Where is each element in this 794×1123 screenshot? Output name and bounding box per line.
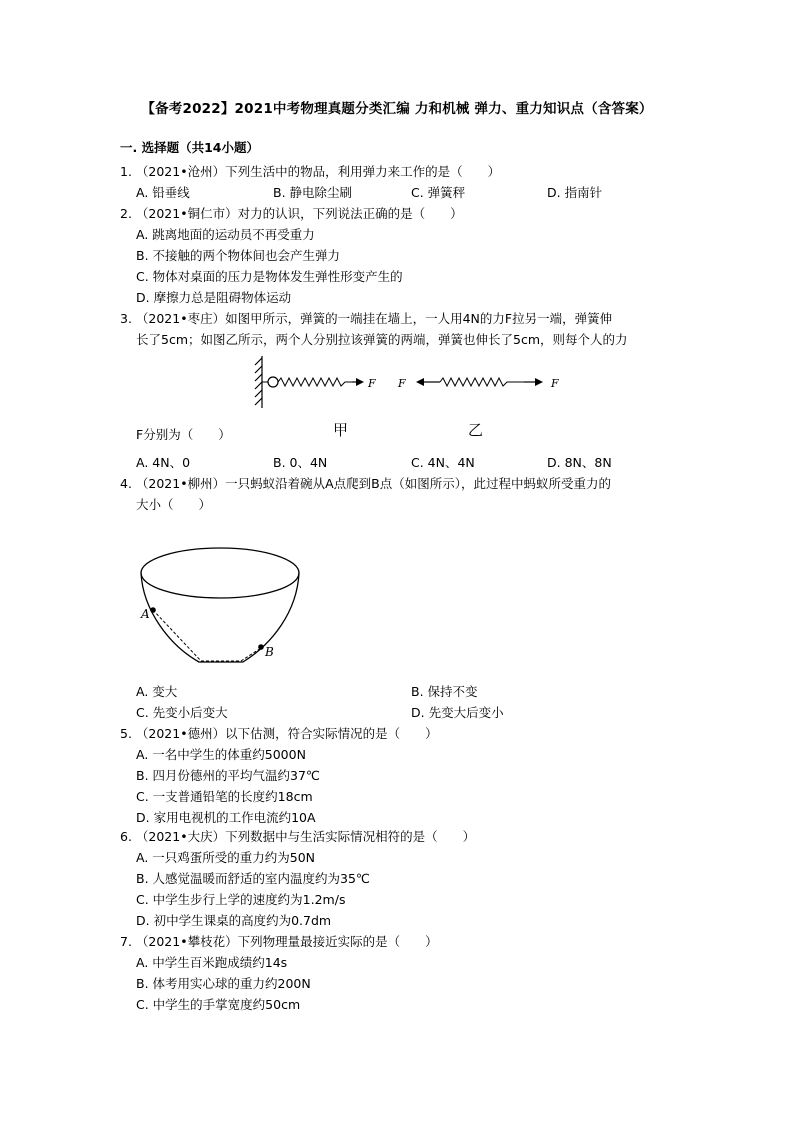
bowl-body <box>141 573 299 662</box>
bowl-rim <box>141 548 299 598</box>
question-4-stem-line-2: 大小（ ） <box>136 497 212 512</box>
q2-option-b: B. 不接触的两个物体间也会产生弹力 <box>136 248 341 263</box>
q3-option-a: A. 4N、0 <box>136 455 191 470</box>
question-7-stem: 7. （2021•攀枝花）下列物理量最接近实际的是（ ） <box>120 934 438 949</box>
q4-option-c: C. 先变小后变大 <box>136 705 228 720</box>
question-6-stem: 6. （2021•大庆）下列数据中与生活实际情况相符的是（ ） <box>120 829 476 844</box>
q1-option-c: C. 弹簧秤 <box>411 185 466 200</box>
force-label-yi-left: F <box>398 377 406 390</box>
question-4-stem-line-1: 4. （2021•柳州）一只蚂蚁沿着碗从A点爬到B点（如图所示），此过程中蚂蚁所受重力的 <box>120 476 611 491</box>
q6-option-c: C. 中学生步行上学的速度约为1.2m/s <box>136 892 346 907</box>
figure-label-yi: 乙 <box>468 421 484 439</box>
q1-option-a: A. 铅垂线 <box>136 185 190 200</box>
q7-option-b: B. 体考用实心球的重力约200N <box>136 976 311 991</box>
ant-path <box>153 610 261 661</box>
wall-hatching <box>255 356 262 408</box>
q2-option-c: C. 物体对桌面的压力是物体发生弹性形变产生的 <box>136 269 403 284</box>
question-5-stem: 5. （2021•德州）以下估测，符合实际情况的是（ ） <box>120 726 438 741</box>
q6-option-a: A. 一只鸡蛋所受的重力约为50N <box>136 850 316 865</box>
figure-label-jia: 甲 <box>333 421 349 439</box>
section-heading: 一. 选择题（共14小题） <box>120 140 259 155</box>
force-label-yi-right: F <box>551 377 559 390</box>
arrow-jia <box>356 378 364 386</box>
hook-ring <box>268 377 278 387</box>
q6-option-d: D. 初中学生课桌的高度约为0.7dm <box>136 913 332 928</box>
arrow-yi-right <box>535 378 543 386</box>
point-a-marker <box>150 607 156 613</box>
point-a-label: A <box>141 607 150 621</box>
q1-option-d: D. 指南针 <box>547 185 603 200</box>
q4-option-b: B. 保持不变 <box>411 684 478 699</box>
q4-option-a: A. 变大 <box>136 684 178 699</box>
q6-option-b: B. 人感觉温暖而舒适的室内温度约为35℃ <box>136 871 370 886</box>
point-b-label: B <box>265 645 274 659</box>
question-3-stem-line-2: 长了5cm；如图乙所示，两个人分别拉该弹簧的两端，弹簧也伸长了5cm，则每个人的力 <box>136 332 628 347</box>
question-1-stem: 1. （2021•沧州）下列生活中的物品，利用弹力来工作的是（ ） <box>120 164 501 179</box>
question-3-stem-line-3: F分别为（ ） <box>136 427 231 442</box>
q5-option-b: B. 四月份德州的平均气温约37℃ <box>136 768 320 783</box>
force-label-jia: F <box>368 377 376 390</box>
q1-option-b: B. 静电除尘刷 <box>273 185 353 200</box>
q7-option-a: A. 中学生百米跑成绩约14s <box>136 955 288 970</box>
point-b-marker <box>258 644 264 650</box>
q7-option-c: C. 中学生的手掌宽度约50cm <box>136 997 301 1012</box>
spring-jia <box>278 378 352 386</box>
spring-yi <box>440 378 524 386</box>
q2-option-d: D. 摩擦力总是阻碍物体运动 <box>136 290 292 305</box>
q4-option-d: D. 先变大后变小 <box>411 705 504 720</box>
q2-option-a: A. 跳离地面的运动员不再受重力 <box>136 227 315 242</box>
question-2-stem: 2. （2021•铜仁市）对力的认识，下列说法正确的是（ ） <box>120 206 463 221</box>
q3-option-c: C. 4N、4N <box>411 455 475 470</box>
q5-option-c: C. 一支普通铅笔的长度约18cm <box>136 789 313 804</box>
bowl-diagram <box>135 540 310 670</box>
document-title: 【备考2022】2021中考物理真题分类汇编 力和机械 弹力、重力知识点（含答案） <box>141 101 653 117</box>
q3-option-b: B. 0、4N <box>273 455 328 470</box>
question-3-stem-line-1: 3. （2021•枣庄）如图甲所示，弹簧的一端挂在墙上，一人用4N的力F拉另一端，弹簧伸 <box>120 311 613 326</box>
q5-option-d: D. 家用电视机的工作电流约10A <box>136 810 316 825</box>
q3-option-d: D. 8N、8N <box>547 455 612 470</box>
arrow-yi-left <box>416 378 424 386</box>
spring-diagram <box>240 352 580 412</box>
q5-option-a: A. 一名中学生的体重约5000N <box>136 747 306 762</box>
